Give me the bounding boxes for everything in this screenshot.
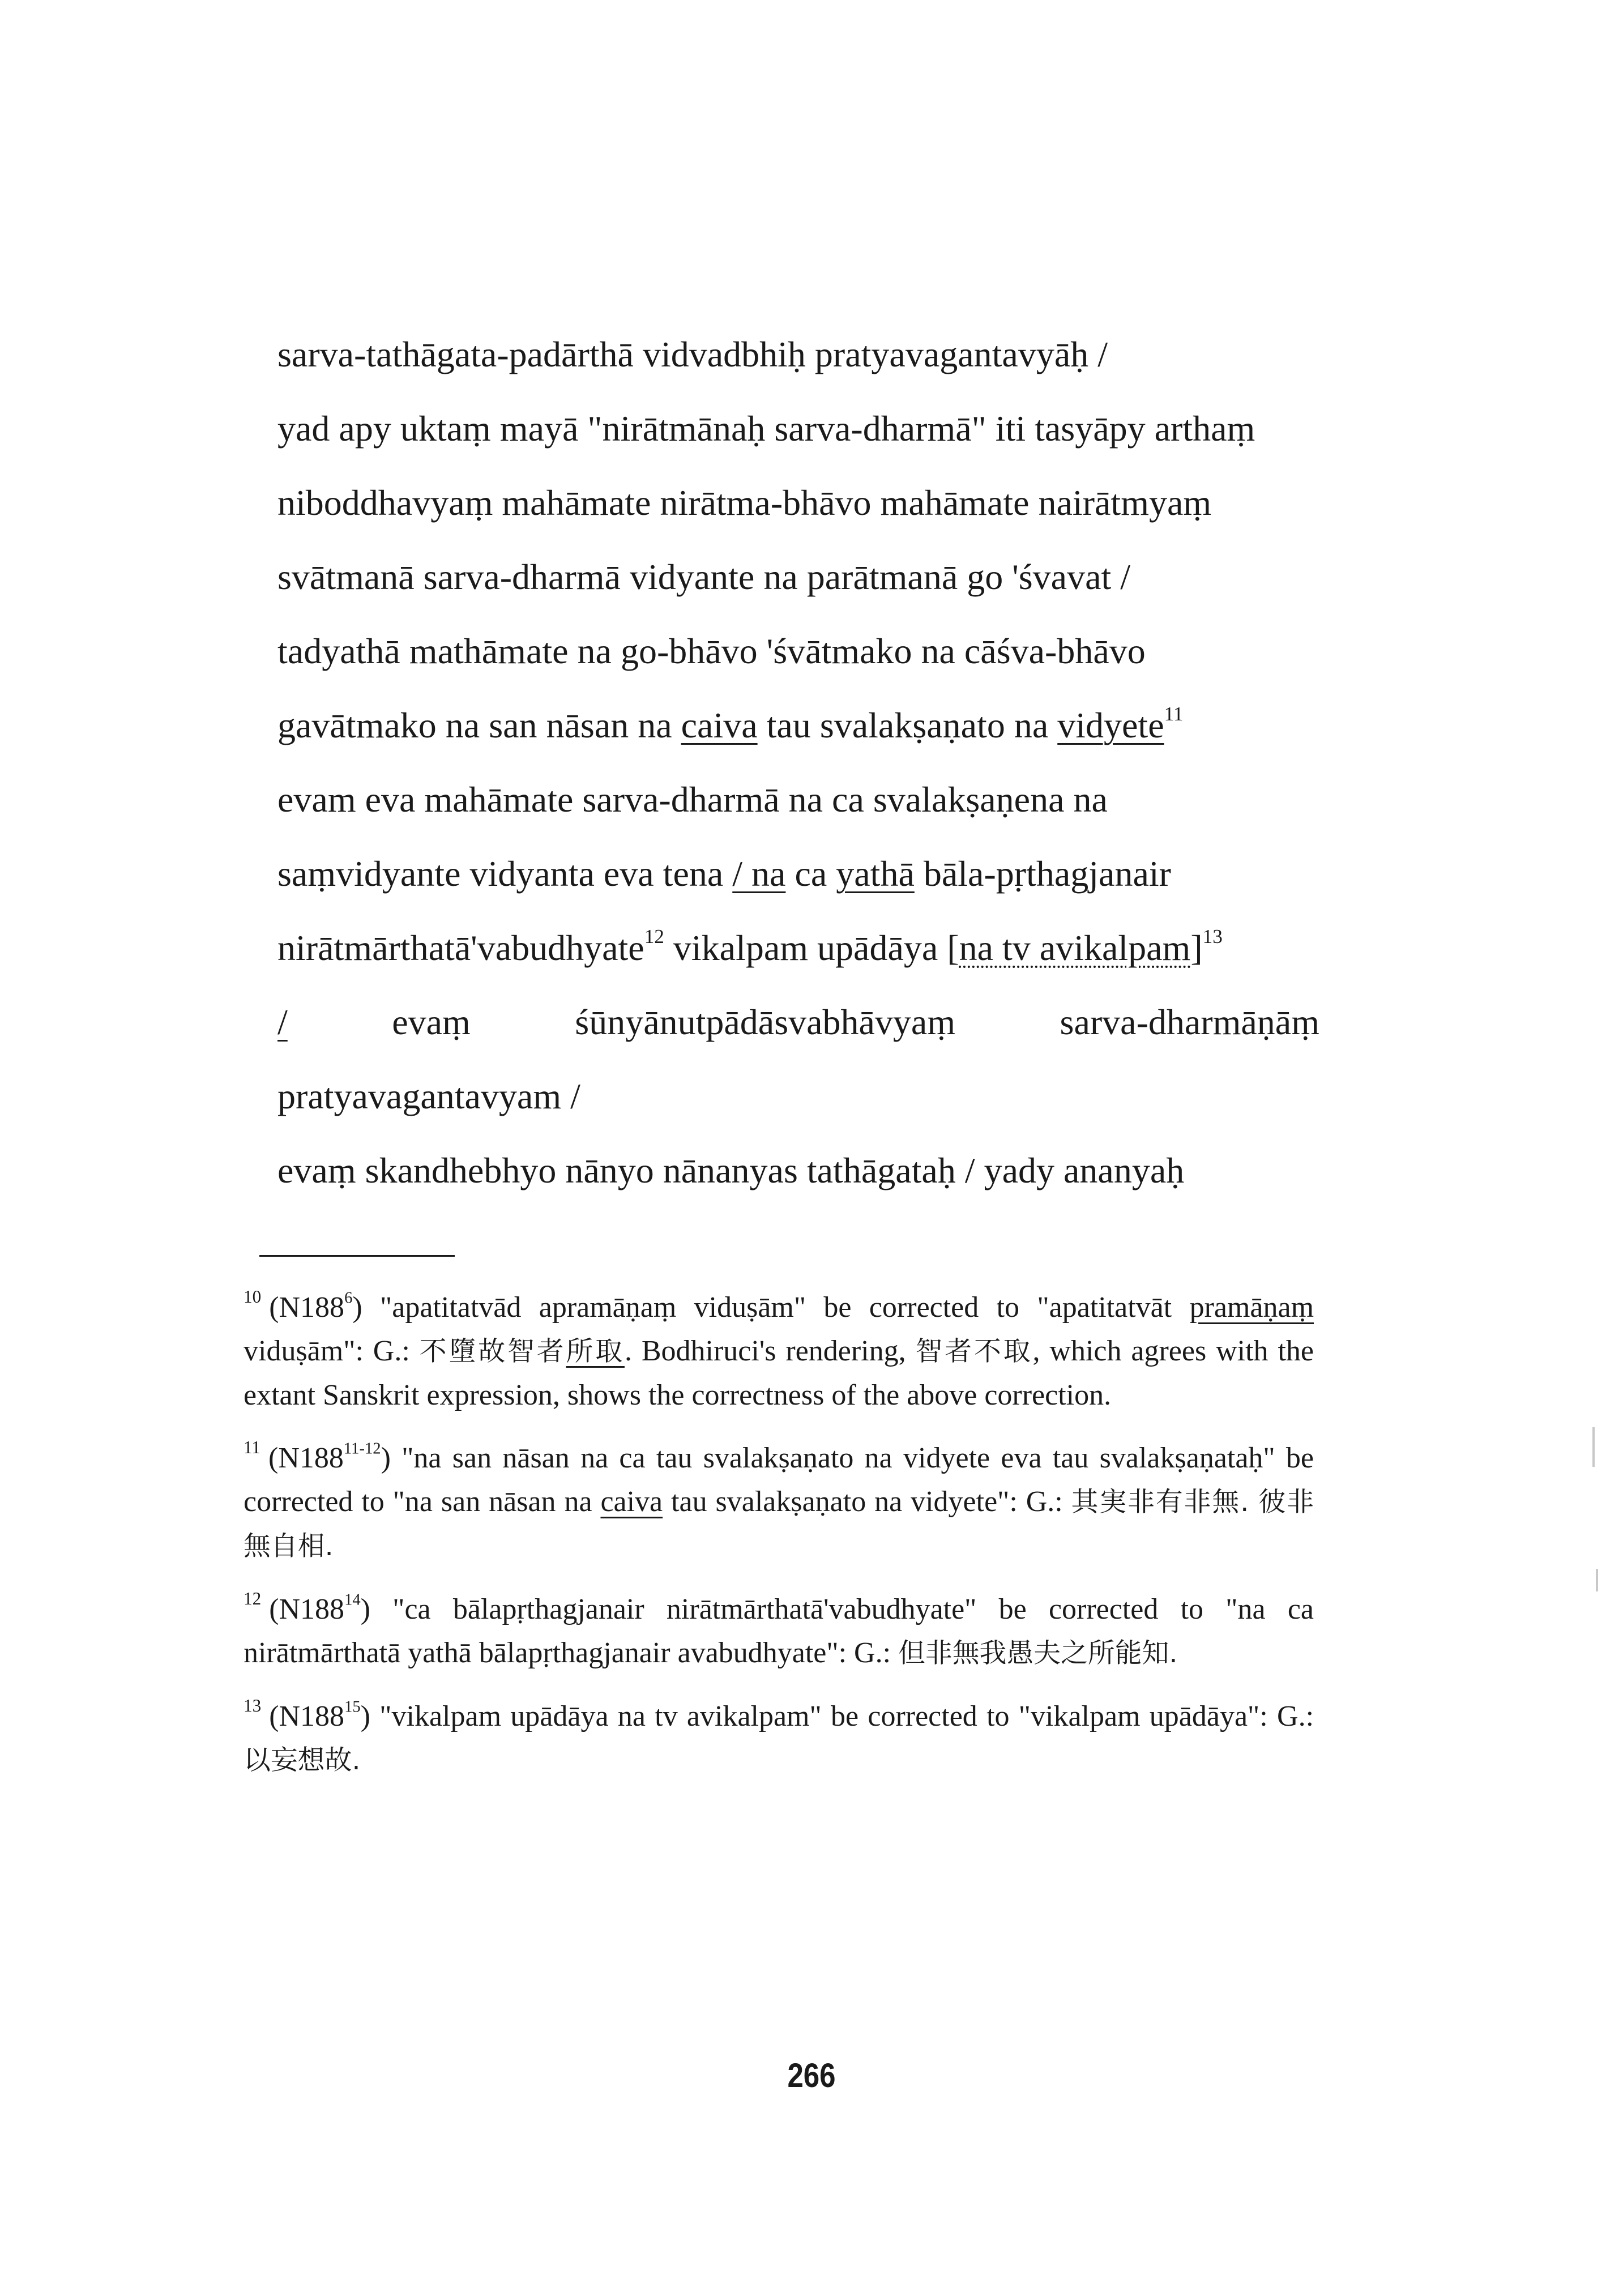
footnote-11 (244, 1436, 1314, 1568)
text-line (277, 985, 1319, 1059)
footnote-13 (244, 1695, 1314, 1782)
footnote-text: tau svalakṣaṇato na vidyete": G.: (671, 1486, 1063, 1518)
footnote-ref: 13 (1202, 925, 1223, 948)
footnote-12 (244, 1587, 1314, 1675)
text-line: evam eva mahāmate sarva-dharmā na ca svalakṣaṇena na (277, 779, 1108, 820)
text-line: tadyathā mathāmate na go-bhāvo 'śvātmako na cāśva-bhāvo (277, 631, 1146, 671)
text-segment: nirātmārthatā'vabudhyate (277, 928, 644, 968)
footnote-ref-text: (N188 (269, 1700, 345, 1732)
text-line: svātmanā sarva-dharmā vidyante na parātmanā go 'śvavat / (277, 557, 1131, 597)
footnote-text: "ca bālapṛthagjanair nirātmārthatā'vabudhyate" be corrected to "na ca nirātmārthatā yathā bālapṛthagjanair avabudhyate": G.: (244, 1593, 1314, 1669)
footnote-text: , which agrees with the extant Sanskrit expression, shows the correctness of the above correction. (244, 1335, 1314, 1411)
dotted-underline-phrase: na tv avikalpam (959, 928, 1191, 968)
scan-edge-mark (1592, 1427, 1595, 1467)
main-text-block (277, 317, 1319, 1207)
footnote-text: "apatitatvād apramāṇaṃ viduṣām" be corrected to "apatitatvāt (380, 1291, 1172, 1324)
footnote-ref-close: ) (360, 1700, 370, 1732)
footnote-ref-sup: 6 (344, 1289, 353, 1307)
footnote-number: 10 (244, 1287, 262, 1307)
text-segment: vikalpam upādāya [ (673, 928, 959, 968)
footnote-ref-sup: 14 (344, 1591, 361, 1609)
scan-edge-mark (1596, 1569, 1598, 1591)
footnote-text: "vikalpam upādāya na tv avikalpam" be corrected to "vikalpam upādāya": G.: (379, 1700, 1314, 1732)
footnote-ref: 11 (1164, 703, 1184, 725)
underlined-word: caiva (681, 705, 758, 745)
chinese-underlined: 所取 (566, 1336, 625, 1367)
footnote-ref-text: (N188 (269, 1291, 345, 1324)
text-segment: yad apy uktaṃ mayā "nirātmānaḥ sarva-dharmā" iti tasyāpy arthaṃ (277, 408, 1255, 449)
text-segment: bāla-pṛthagjanair (923, 853, 1171, 894)
text-segment: tau svalakṣaṇato na (766, 705, 1049, 745)
footnote-text: . Bodhiruci's rendering, (624, 1335, 906, 1367)
footnote-text: viduṣām": G.: (244, 1335, 410, 1367)
text-segment: ca (795, 853, 827, 894)
text-segment: saṃvidyante vidyanta eva tena (277, 853, 724, 894)
chinese-text: 以妄想故. (244, 1745, 361, 1776)
text-segment: evaṃ (392, 1002, 471, 1042)
text-line: niboddhavyaṃ mahāmate nirātma-bhāvo mahāmate nairātmyaṃ (277, 483, 1212, 523)
footnote-10 (244, 1286, 1314, 1417)
text-line (277, 911, 1319, 985)
underlined-word: yathā (836, 853, 915, 894)
footnote-ref-sup: 11-12 (343, 1440, 381, 1458)
text-segment: śūnyānutpādāsvabhāvyaṃ (575, 1002, 956, 1042)
text-line (277, 391, 1319, 466)
chinese-text: 其実非有非無. 彼非無自相. (244, 1487, 1314, 1562)
text-line (277, 688, 1319, 762)
text-segment: sarva-dharmāṇāṃ (1060, 1002, 1319, 1042)
chinese-text: 不墮故智者 (419, 1336, 566, 1367)
footnote-separator (259, 1255, 455, 1257)
footnote-number: 13 (244, 1696, 262, 1716)
footnote-ref: 12 (644, 925, 664, 948)
page-number: 266 (787, 2056, 836, 2094)
text-line: sarva-tathāgata-padārthā vidvadbhiḥ pratyavagantavyāḥ / (277, 334, 1108, 374)
footnote-ref-close: ) (360, 1593, 370, 1625)
text-line: evaṃ skandhebhyo nānyo nānanyas tathāgataḥ / yady ananyaḥ (277, 1150, 1185, 1190)
footnote-ref-text: (N188 (269, 1593, 345, 1625)
underlined-word: vidyete (1057, 705, 1164, 745)
text-line: pratyavagantavyam / (277, 1076, 580, 1116)
text-segment: gavātmako na san nāsan na (277, 705, 672, 745)
footnotes-section (244, 1286, 1314, 1802)
underlined-slash: / (277, 1002, 288, 1042)
footnote-text: "na san nāsan na ca tau svalakṣaṇato na vidyete eva tau svalakṣaṇataḥ" be corrected to "na san nāsan na (244, 1442, 1314, 1518)
footnote-ref-text: (N188 (268, 1442, 344, 1474)
underlined-word: caiva (600, 1486, 663, 1518)
footnote-ref-sup: 15 (344, 1698, 361, 1716)
underlined-word: pramāṇaṃ (1189, 1291, 1314, 1324)
footnote-number: 12 (244, 1589, 262, 1609)
footnote-ref-close: ) (381, 1442, 391, 1474)
footnote-number: 11 (244, 1437, 261, 1458)
text-segment: ] (1190, 928, 1203, 968)
chinese-text: 但非無我愚夫之所能知. (898, 1638, 1178, 1669)
text-line (277, 837, 1319, 911)
footnote-ref-close: ) (352, 1291, 362, 1324)
underlined-word: / na (732, 853, 786, 894)
chinese-text: 智者不取 (915, 1336, 1033, 1367)
